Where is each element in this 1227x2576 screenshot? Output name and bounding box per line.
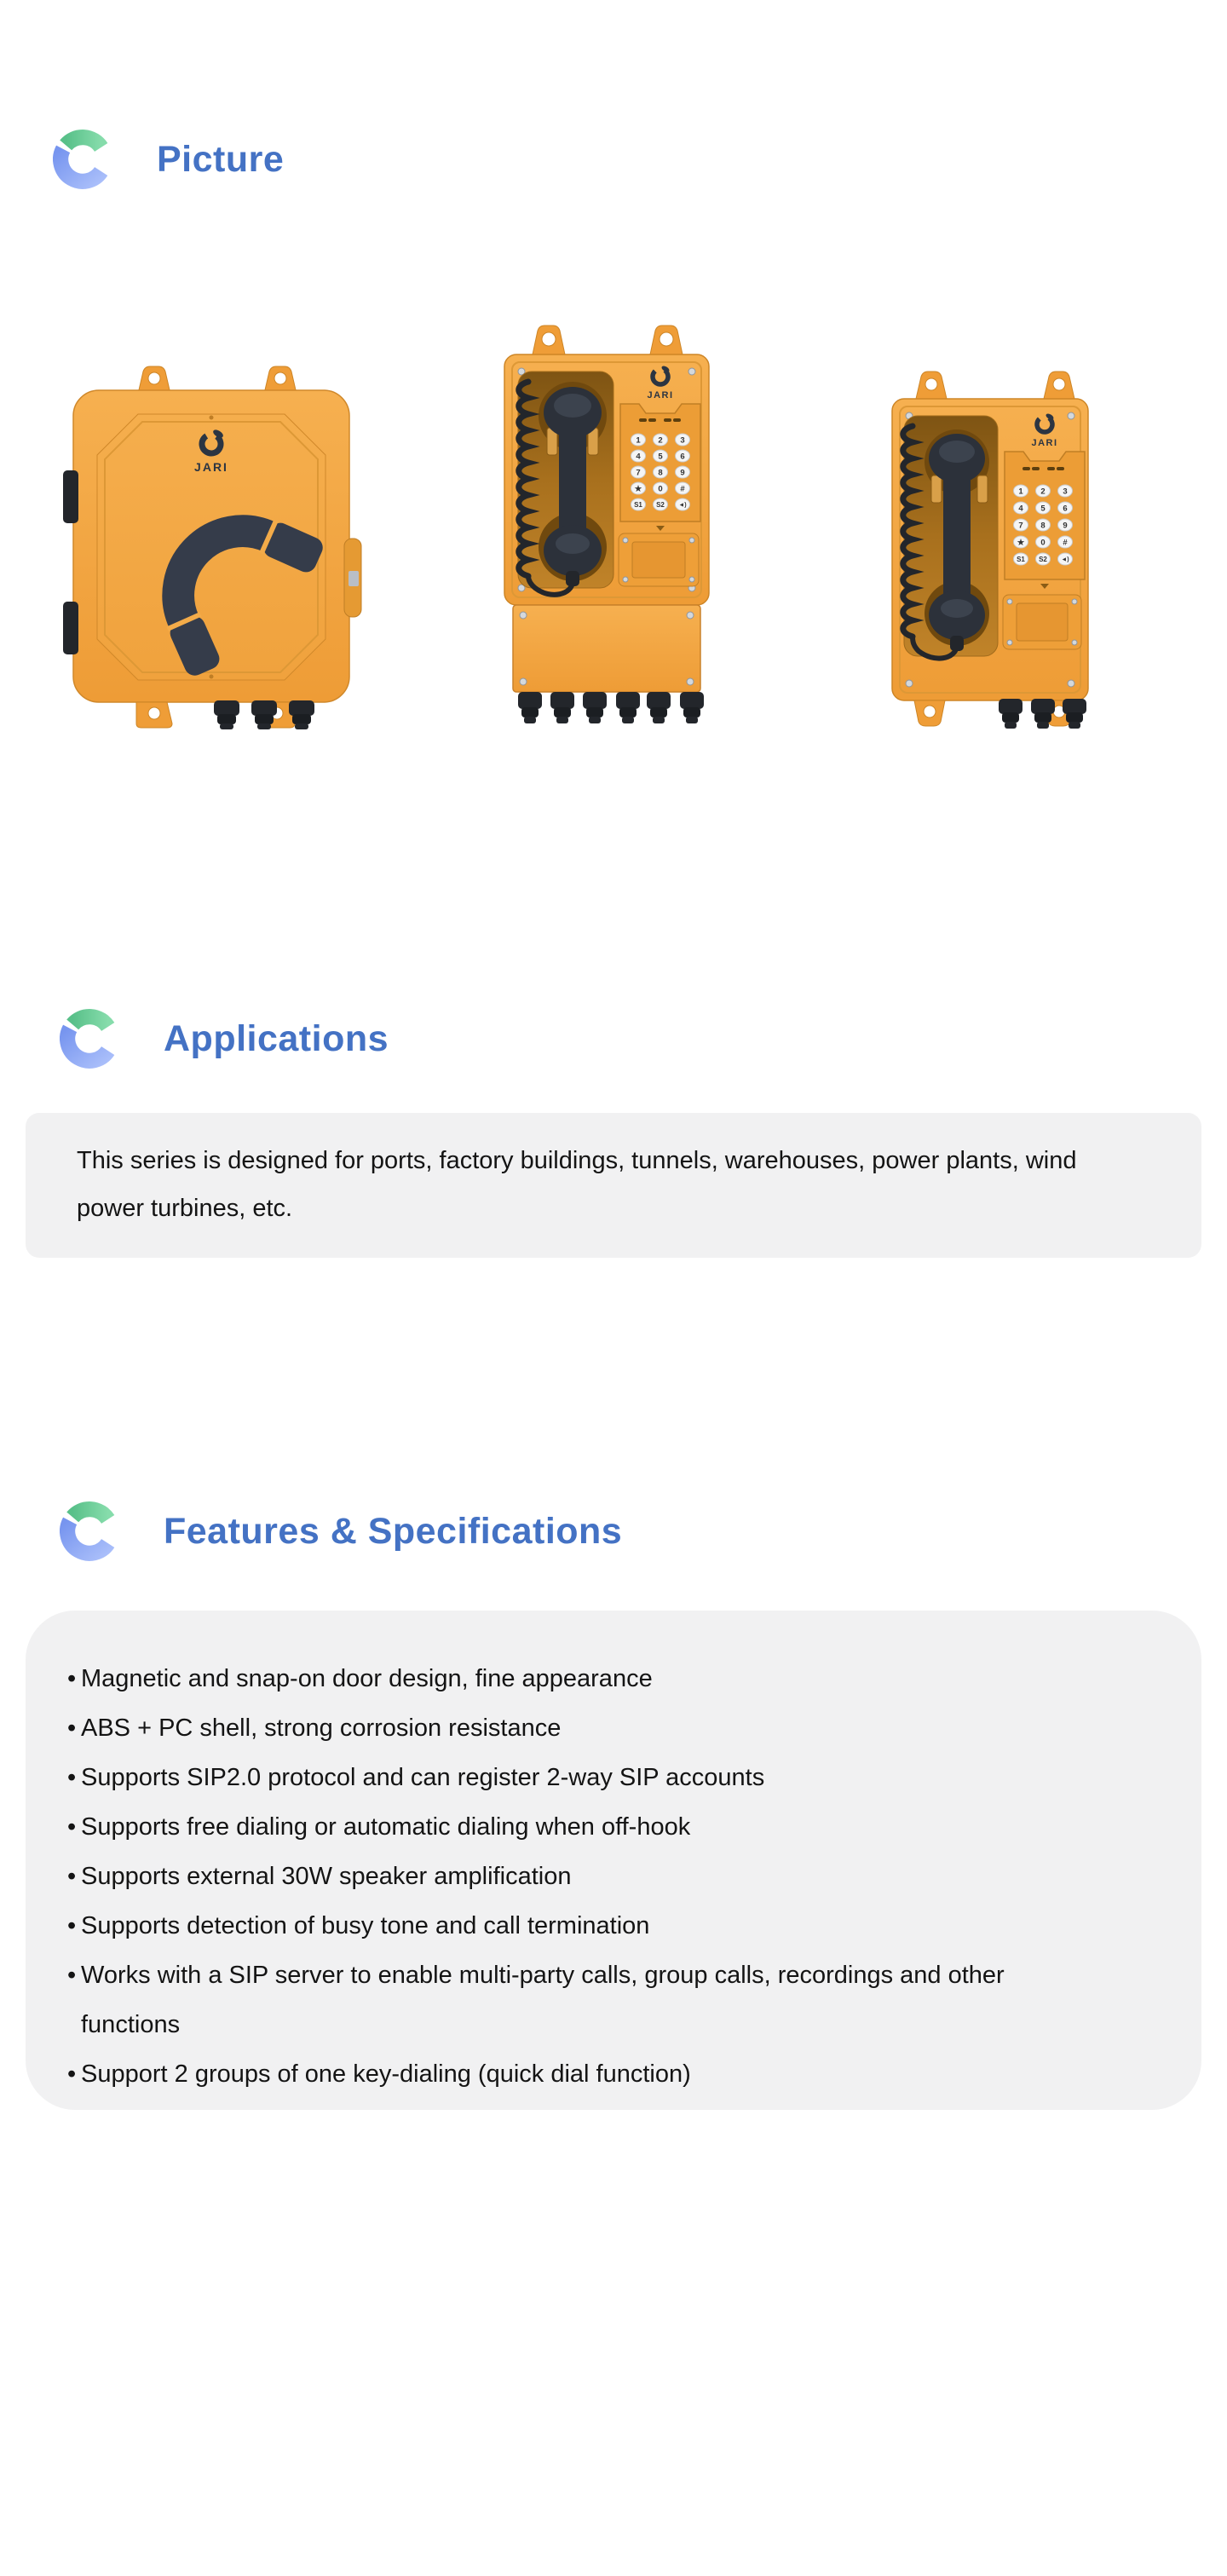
features-panel — [26, 1611, 1201, 2110]
svg-text:1: 1 — [1018, 487, 1023, 497]
keypad-key-s1 — [631, 498, 646, 510]
svg-text:#: # — [680, 484, 685, 494]
junction-box — [513, 605, 700, 692]
keypad-key — [1036, 485, 1051, 497]
keypad-key-pound — [1058, 536, 1073, 548]
keypad-key — [1036, 502, 1051, 514]
keypad-key-speaker-icon — [676, 498, 690, 510]
keypad-key-star — [1014, 536, 1028, 548]
brand-text: JARI — [647, 390, 674, 401]
brand-text: JARI — [1031, 438, 1058, 448]
section-header-picture — [53, 130, 284, 189]
svg-text:3: 3 — [1063, 487, 1068, 497]
keypad-key — [1036, 519, 1051, 531]
svg-text:2: 2 — [1040, 487, 1046, 497]
feature-item: • Works with a SIP server to enable multi-party calls, group calls, recordings and other functions — [67, 1951, 1082, 2049]
product-image-closed-door — [60, 361, 363, 733]
label-plate — [1003, 595, 1081, 649]
svg-text:◄): ◄) — [1061, 556, 1069, 563]
svg-text:S2: S2 — [1039, 556, 1047, 563]
keypad — [1014, 485, 1073, 565]
mounting-ears-top — [916, 372, 1074, 399]
keypad-key-pound — [676, 482, 690, 494]
svg-text:7: 7 — [1018, 521, 1023, 531]
svg-text:★: ★ — [1017, 538, 1025, 548]
keypad-key — [1014, 519, 1028, 531]
feature-item: • Supports free dialing or automatic dialing when off-hook — [67, 1802, 1082, 1852]
keypad — [631, 434, 690, 510]
svg-text:1: 1 — [636, 435, 641, 446]
cable-glands — [999, 699, 1086, 729]
svg-text:9: 9 — [680, 468, 685, 478]
keypad-key — [1036, 536, 1051, 548]
keypad-key — [676, 466, 690, 478]
keypad-key-s2 — [1036, 553, 1051, 565]
keypad-key — [1014, 502, 1028, 514]
svg-text:0: 0 — [1040, 538, 1046, 548]
svg-text:#: # — [1063, 538, 1068, 548]
svg-text:4: 4 — [1018, 504, 1023, 514]
svg-text:3: 3 — [680, 435, 685, 446]
section-bullet-icon — [60, 1009, 119, 1069]
cable-glands — [214, 700, 314, 729]
applications-title: Applications — [164, 1017, 389, 1059]
svg-text:S1: S1 — [1017, 556, 1025, 563]
product-image-open-with-junction-box — [479, 320, 740, 741]
keypad-panel — [1005, 452, 1085, 589]
features-list — [67, 1654, 1082, 2099]
keypad-key-s1 — [1014, 553, 1028, 565]
keypad-key — [654, 434, 668, 446]
feature-item: • Supports external 30W speaker amplification — [67, 1852, 1082, 1901]
keypad-key — [654, 450, 668, 462]
keypad-key — [631, 466, 646, 478]
svg-text:★: ★ — [634, 484, 642, 494]
svg-text:5: 5 — [1040, 504, 1046, 514]
keypad-key-speaker-icon — [1058, 553, 1073, 565]
keypad-key-s2 — [654, 498, 668, 510]
applications-panel — [26, 1113, 1201, 1258]
feature-item: • ABS + PC shell, strong corrosion resistance — [67, 1703, 1082, 1753]
brand-text: JARI — [194, 460, 228, 474]
page-title: Picture — [157, 138, 285, 180]
section-header-applications — [60, 1009, 389, 1069]
feature-item: • Magnetic and snap-on door design, fine appearance — [67, 1654, 1082, 1703]
svg-text:8: 8 — [1040, 521, 1046, 531]
feature-item: • Supports detection of busy tone and call termination — [67, 1901, 1082, 1951]
keypad-key — [676, 450, 690, 462]
label-plate — [619, 533, 699, 586]
section-bullet-icon — [53, 130, 112, 189]
keypad-key — [1014, 485, 1028, 497]
keypad-key — [1058, 519, 1073, 531]
keypad-key — [1058, 485, 1073, 497]
applications-text: This series is designed for ports, factory buildings, tunnels, warehouses, power plants, wind power turbines, etc. — [77, 1147, 1077, 1222]
svg-text:6: 6 — [1063, 504, 1068, 514]
keypad-panel — [620, 404, 700, 531]
svg-text:6: 6 — [680, 452, 685, 462]
svg-text:0: 0 — [658, 484, 663, 494]
svg-text:S2: S2 — [656, 501, 665, 509]
svg-text:8: 8 — [658, 468, 663, 478]
section-header-features — [60, 1501, 622, 1561]
keypad-key — [676, 434, 690, 446]
keypad-key — [654, 482, 668, 494]
svg-text:5: 5 — [658, 452, 663, 462]
svg-text:S1: S1 — [634, 501, 642, 509]
keypad-key-star — [631, 482, 646, 494]
svg-text:7: 7 — [636, 468, 641, 478]
svg-text:◄): ◄) — [678, 502, 687, 509]
feature-item: • Supports SIP2.0 protocol and can register 2-way SIP accounts — [67, 1753, 1082, 1802]
product-image-open-compact — [864, 363, 1096, 741]
svg-text:2: 2 — [658, 435, 663, 446]
section-bullet-icon — [60, 1501, 119, 1561]
keypad-key — [631, 450, 646, 462]
keypad-key — [1058, 502, 1073, 514]
feature-item: • Support 2 groups of one key-dialing (quick dial function) — [67, 2049, 1082, 2099]
svg-text:4: 4 — [636, 452, 641, 462]
keypad-key — [631, 434, 646, 446]
svg-text:9: 9 — [1063, 521, 1068, 531]
mounting-ears-top — [533, 326, 683, 354]
door-latch — [344, 539, 361, 617]
keypad-key — [654, 466, 668, 478]
features-title: Features & Specifications — [164, 1510, 623, 1552]
mounting-ears-top — [138, 366, 297, 394]
cable-glands — [518, 692, 704, 723]
